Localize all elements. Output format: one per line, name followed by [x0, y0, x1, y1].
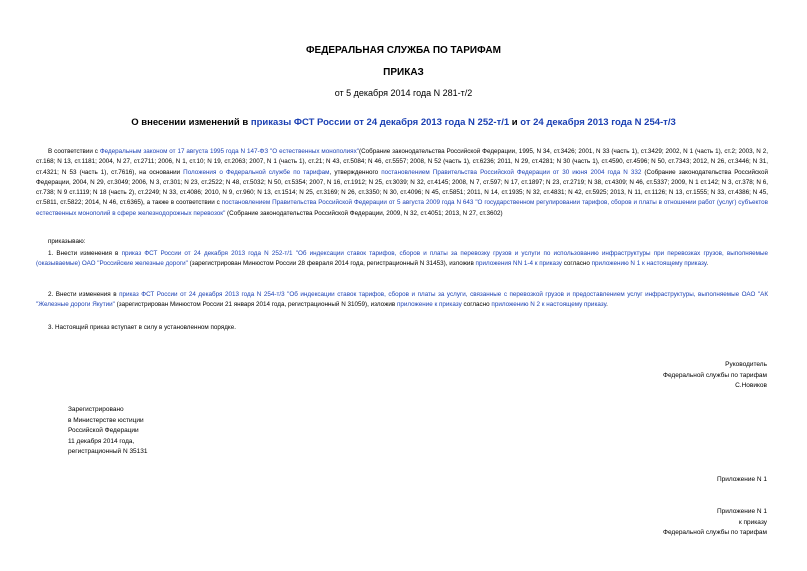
link-appendix-1[interactable]: приложению N 1 к настоящему приказу — [591, 260, 707, 268]
item-2-text: согласно — [461, 301, 492, 309]
title-prefix: О внесении изменений в — [131, 117, 251, 128]
appendix-1-label: Приложение N 1 — [716, 476, 767, 483]
document-title — [0, 117, 807, 128]
registration-line: в Министерстве юстиции — [68, 416, 144, 424]
link-appendices-1-4[interactable]: приложения NN 1-4 к приказу — [475, 260, 562, 268]
item-1-text: 1. Внести изменения в — [48, 250, 122, 257]
link-order-254[interactable]: приказ ФСТ России от 24 декабря 2013 года N 254-т/3 "Об индексации ставок тарифов, сборов и платы за услуги, связанные с перевозкой грузов и предоставлением услуг инфраструктуры, выполняемые ОАО "АК "Железные дороги Якутии" — [36, 291, 769, 309]
agency-heading: ФЕДЕРАЛЬНАЯ СЛУЖБА ПО ТАРИФАМ — [306, 45, 501, 56]
preamble-text: В соответствии с — [48, 148, 100, 155]
item-1-paragraph — [36, 249, 768, 270]
registration-line: Российской Федерации — [68, 427, 139, 434]
item-2-paragraph — [36, 290, 768, 311]
title-link-order-252[interactable]: приказы ФСТ России от 24 декабря 2013 года N 252-т/1 — [250, 117, 510, 128]
registration-block — [68, 405, 148, 458]
item-3-paragraph: 3. Настоящий приказ вступает в силу в установленном порядке. — [48, 324, 237, 331]
registration-date: 11 декабря 2014 года, — [68, 437, 135, 445]
link-federal-law-147[interactable]: Федеральным законом от 17 августа 1995 года N 147-ФЗ "О естественных монополиях" — [99, 148, 359, 155]
registration-line: Зарегистрировано — [68, 406, 124, 413]
link-fst-regulation[interactable]: Положения о Федеральной службе по тарифам — [183, 168, 330, 176]
link-government-decree-332[interactable]: постановлением Правительства Российской Федерации от 30 июня 2004 года N 332 — [381, 168, 642, 176]
title-middle: и — [509, 117, 521, 128]
appendix-header-line: к приказу — [738, 518, 767, 526]
date-number: от 5 декабря 2014 года N 281-т/2 — [334, 88, 473, 98]
link-appendix-2[interactable]: приложению N 2 к настоящему приказу — [491, 301, 607, 309]
appendix-1-header — [663, 507, 767, 539]
appendix-header-line: Федеральной службы по тарифам — [663, 529, 767, 536]
item-1-text: согласно — [561, 260, 592, 268]
link-government-decree-643[interactable]: постановлением Правительства Российской Федерации от 5 августа 2009 года N 643 "О государственном регулировании тарифов, сборов и платы в отношении работ (услуг) субъектов естественных монополий в сфере железнодорожных перевозок" — [36, 199, 768, 217]
signature-name: С.Новиков — [735, 382, 767, 389]
item-2-text: . — [606, 301, 608, 309]
orders-label: приказываю: — [48, 238, 86, 245]
registration-number: регистрационный N 35131 — [68, 448, 148, 455]
item-1-text: . — [706, 260, 709, 268]
signature-agency: Федеральной службы по тарифам — [663, 371, 767, 379]
signature-title: Руководитель — [725, 361, 767, 368]
link-order-252[interactable]: приказ ФСТ России от 24 декабря 2013 года N 252-т/1 "Об индексации ставок тарифов, сборов и платы за перевозку грузов и услуги по использованию инфраструктуры при перевозках грузов, выполняемые (оказываемые) ОАО "Российские железные дороги" — [36, 250, 768, 268]
item-1-text: (зарегистрирован Минюстом России 28 февраля 2014 года, регистрационный N 31453), изложив — [187, 260, 476, 268]
preamble-paragraph — [36, 147, 768, 219]
preamble-text: (Собрание законодательства Российской Федерации, 1995, N 34, ст.3426; 2001, N 33 (часть 1), ст.3429; 2002, N 1 (часть 1), ст.2; 2003, N 2, ст.168; N 13, ст.1181; 2004, N 27, ст.2711; 2006, N 1, ст.10; N 19, ст.2063; 2007, N 1 (часть 1), ст.21; N 43, ст.5084; N 46, ст.5557; 2008, N 52 (часть 1), ст.6236; 2011, N 29, ст.4281; N 30 (часть 1), ст.4590, ст.4596; N 50, ст.7343; 2012, N 26, ст.3446; N 31, ст.4321; N 53 (часть 1), ст.7616), на основании — [36, 148, 769, 176]
preamble-text: , утвержденного — [329, 168, 382, 176]
doc-type-heading: ПРИКАЗ — [383, 67, 424, 78]
item-2-text: 2. Внести изменения в — [48, 291, 120, 298]
signature-block — [663, 360, 767, 392]
title-link-order-254[interactable]: от 24 декабря 2013 года N 254-т/3 — [520, 117, 676, 128]
link-appendix-to-order[interactable]: приложение к приказу — [396, 301, 462, 309]
preamble-text: (Собрание законодательства Российской Федерации, 2004, N 29, ст.3049; 2006, N 3, ст.301; N 23, ст.2522; N 48, ст.5032; N 50, ст.5354; 2007, N 16, ст.1912; N 25, ст.3039; N 32, ст.4145; 2008, N 7, ст.597; N 17, ст.1897; N 23, ст.2719; N 38, ст.4309; N 46, ст.5337; 2009, N 1 ст.142; N 3, ст.378; N 6, ст.738; N 9 ст.1119; N 18 (часть 2), ст.2249; N 33, ст.4086; 2010, N 9, ст.960; N 13, ст.1514; N 25, ст.3169; N 26, ст.3350; N 30, ст.4096; N 45, ст.5851; 2011, N 14, ст.1935; N 32, ст.4831; N 42, ст.5925; 2013, N 11, ст.1126; N 13, ст.1555; N 33, ст.4386; N 45, ст.5811, ст.5822; 2014, N 46, ст.6365), а также в соответствии с — [36, 168, 768, 207]
preamble-text: (Собрание законодательства Российской Федерации, 2009, N 32, ст.4051; 2013, N 27, ст.3602) — [225, 209, 503, 217]
appendix-header-line: Приложение N 1 — [716, 508, 767, 515]
item-2-text: (зарегистрирован Минюстом России 21 января 2014 года, регистрационный N 31059), изложив — [114, 301, 397, 309]
